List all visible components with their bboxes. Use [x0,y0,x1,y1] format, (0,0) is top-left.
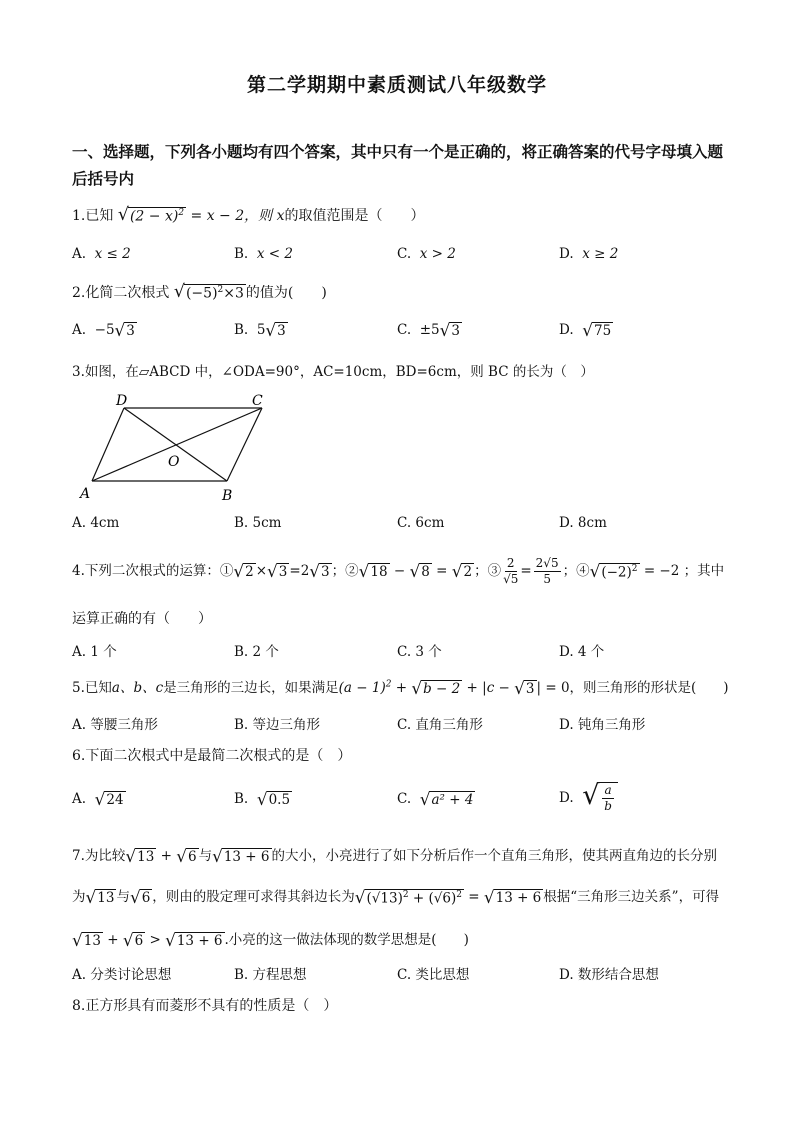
q3-option-c[interactable]: C. 6cm [397,515,445,531]
q7-option-a[interactable]: A. 分类讨论思想 [72,967,172,983]
q5-option-a[interactable]: A. 等腰三角形 [72,717,158,733]
q1-option-d[interactable]: D. x ≥ 2 [559,246,619,262]
q6-option-a[interactable]: A. √ 24 [72,789,124,809]
q1-option-c[interactable]: C. x > 2 [397,246,456,262]
label-c: C [252,393,263,409]
parallelogram-figure [72,388,272,506]
q4-option-d[interactable]: D. 4 个 [559,644,605,660]
section-heading: 一、选择题，下列各小题均有四个答案，其中只有一个是正确的，将正确答案的代号字母填入题后括号内 [72,142,724,188]
q2-option-d[interactable]: D. √ 75 [559,320,612,340]
question-7-line1: 7.为比较 √ 13 + √ 6 与 √ 13 + 6 的大小，小亮进行了如下分析后作一个直角三角形，使其两直角边的长分别 [72,845,717,866]
q2-suffix: 的值为( ) [245,285,327,301]
q5-option-b[interactable]: B. 等边三角形 [234,717,321,733]
q5-option-d[interactable]: D. 钝角三角形 [559,717,646,733]
q4-option-b[interactable]: B. 2 个 [234,644,279,660]
question-7-line3: √ 13 + √ 6 > √ 13 + 6 .小亮的这一做法体现的数学思想是( ) [72,929,469,950]
label-o: O [168,454,180,470]
diagonal-bd [124,408,227,481]
q2-option-c[interactable]: C. ±5 √ 3 [397,320,460,340]
q4-option-a[interactable]: A. 1 个 [72,644,117,660]
q1-option-b[interactable]: B. x < 2 [234,246,293,262]
q1-suffix: 的取值范围是（ ） [284,208,425,224]
q3-option-d[interactable]: D. 8cm [559,515,607,531]
label-a: A [80,486,91,502]
q4-prefix: 4.下列二次根式的运算：① [72,563,234,579]
q7-option-c[interactable]: C. 类比思想 [397,967,470,983]
q1-option-a[interactable]: A. x ≤ 2 [72,246,131,262]
diagonal-ac [92,408,262,481]
q4-option-c[interactable]: C. 3 个 [397,644,442,660]
q2-radical: √ $(-5)^2\times 3$ [173,281,244,302]
side-bc [227,408,262,481]
q3-option-b[interactable]: B. 5cm [234,515,282,531]
q1-prefix: 1.已知 [72,208,114,224]
q1-radical: √ $(2 - x)^2$ [117,204,185,225]
q6-option-b[interactable]: B. √ 0.5 [234,789,291,809]
question-3: 3.如图，在▱ABCD 中，∠ODA=90°，AC=10cm，BD=6cm，则 BC 的长为（ ） [72,364,594,380]
label-d: D [116,393,128,409]
q2-option-b[interactable]: B. 5 √ 3 [234,320,286,340]
question-4-line2: 运算正确的有（ ） [72,611,212,627]
q1-var: x [276,208,285,224]
q3-option-a[interactable]: A. 4cm [72,515,120,531]
label-b: B [222,488,233,504]
q2-option-a[interactable]: A. −5 √ 3 [72,320,135,340]
q1-equation: = x − 2，则 [190,208,273,224]
question-4: 4.下列二次根式的运算：① √ 2 × √ 3 =2 √ 3 ；② √ 18 − √ 8 = √ 2 ；③ $\frac{2}{√5}$ = $\frac{2√5}{5}$ ；④ √ $(-2)^2$ = −2 ；其中 [72,556,725,586]
question-1 [72,205,425,225]
q7-option-d[interactable]: D. 数形结合思想 [559,967,659,983]
q5-option-c[interactable]: C. 直角三角形 [397,717,483,733]
question-5: 5.已知a、b、c是三角形的三边长，如果满足$(a - 1)^2$ + √ b − 2 + |c − √ 3 | = 0，则三角形的形状是( ) [72,677,729,698]
q2-prefix: 2.化简二次根式 [72,285,170,301]
q7-option-b[interactable]: B. 方程思想 [234,967,307,983]
page-title: 第二学期期中素质测试八年级数学 [246,74,547,96]
q6-option-d[interactable]: D. √ $\frac{a}{b}$ [559,782,618,814]
question-6: 6.下面二次根式中是最简二次根式的是（ ） [72,748,352,764]
question-8: 8.正方形具有而菱形不具有的性质是（ ） [72,998,338,1014]
question-2 [72,282,327,302]
question-7-line2: 为 √ 13 与 √ 6 ，则由的股定理可求得其斜边长为 √ $(√13)^2 + (√6)^2$ = √ 13 + 6 根据“三角形三边关系”，可得 [72,886,720,907]
q6-option-c[interactable]: C. √ a² + 4 [397,789,474,809]
side-da [92,408,124,481]
